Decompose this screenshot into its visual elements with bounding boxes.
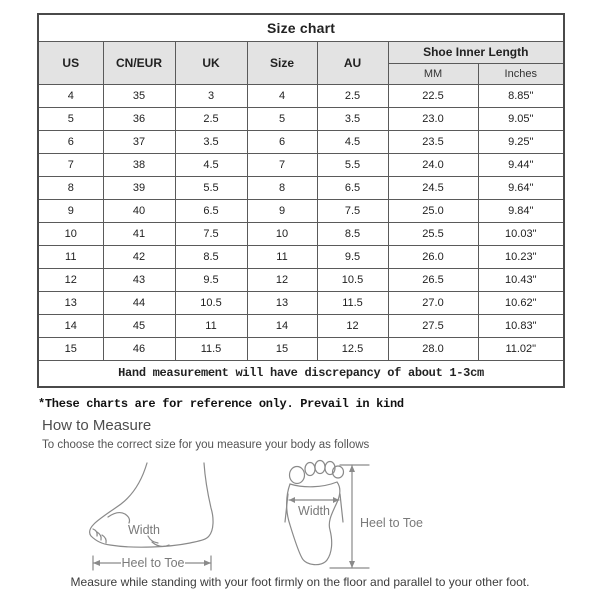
size-cell: 9.64"	[478, 176, 564, 199]
size-cell: 36	[103, 107, 175, 130]
size-cell: 6	[247, 130, 317, 153]
size-cell: 43	[103, 268, 175, 291]
size-cell: 46	[103, 337, 175, 360]
size-cell: 4	[247, 84, 317, 107]
size-cell: 5	[38, 107, 103, 130]
size-cell: 10.43"	[478, 268, 564, 291]
size-cell: 12	[247, 268, 317, 291]
size-cell: 37	[103, 130, 175, 153]
size-cell: 12.5	[317, 337, 388, 360]
size-cell: 4.5	[317, 130, 388, 153]
size-cell: 10.62"	[478, 291, 564, 314]
size-cell: 11.5	[175, 337, 247, 360]
column-header-cn-eur: CN/EUR	[103, 41, 175, 84]
table-header-row	[38, 41, 564, 63]
size-cell: 38	[103, 153, 175, 176]
footprint-heel-to-toe-label: Heel to Toe	[360, 516, 424, 530]
size-cell: 8	[38, 176, 103, 199]
table-row	[38, 153, 564, 176]
size-cell: 45	[103, 314, 175, 337]
size-table-body	[38, 84, 564, 360]
size-cell: 15	[38, 337, 103, 360]
size-cell: 5.5	[317, 153, 388, 176]
size-cell: 13	[38, 291, 103, 314]
size-cell: 12	[38, 268, 103, 291]
foot-measurement-diagram	[0, 450, 600, 575]
size-cell: 26.0	[388, 245, 478, 268]
size-cell: 27.5	[388, 314, 478, 337]
column-header-mm: MM	[388, 63, 478, 84]
size-cell: 24.5	[388, 176, 478, 199]
size-cell: 3	[175, 84, 247, 107]
table-row	[38, 84, 564, 107]
size-cell: 4.5	[175, 153, 247, 176]
table-row	[38, 314, 564, 337]
size-cell: 13	[247, 291, 317, 314]
side-view-width-label: Width	[128, 523, 160, 537]
size-cell: 5	[247, 107, 317, 130]
size-cell: 2.5	[317, 84, 388, 107]
size-cell: 27.0	[388, 291, 478, 314]
table-row	[38, 130, 564, 153]
size-chart-table	[37, 13, 565, 388]
size-chart-title: Size chart	[38, 14, 564, 41]
size-cell: 10.03"	[478, 222, 564, 245]
column-header-us: US	[38, 41, 103, 84]
column-header-uk: UK	[175, 41, 247, 84]
size-cell: 15	[247, 337, 317, 360]
table-row	[38, 268, 564, 291]
size-cell: 9.84"	[478, 199, 564, 222]
size-cell: 28.0	[388, 337, 478, 360]
footprint-width-label: Width	[298, 504, 330, 518]
measure-caption: Measure while standing with your foot firmly on the floor and parallel to your other foot.	[70, 575, 530, 589]
table-row	[38, 337, 564, 360]
size-cell: 25.0	[388, 199, 478, 222]
column-header-inner-length: Shoe Inner Length	[388, 41, 564, 63]
reference-note: *These charts are for reference only. Prevail in kind	[38, 397, 404, 411]
size-cell: 10	[38, 222, 103, 245]
size-cell: 5.5	[175, 176, 247, 199]
size-cell: 44	[103, 291, 175, 314]
size-cell: 11	[38, 245, 103, 268]
size-cell: 24.0	[388, 153, 478, 176]
size-cell: 2.5	[175, 107, 247, 130]
table-row	[38, 291, 564, 314]
size-cell: 4	[38, 84, 103, 107]
size-cell: 14	[38, 314, 103, 337]
size-cell: 6.5	[317, 176, 388, 199]
size-cell: 8.5	[317, 222, 388, 245]
size-cell: 22.5	[388, 84, 478, 107]
size-cell: 10	[247, 222, 317, 245]
size-cell: 11.02"	[478, 337, 564, 360]
size-cell: 7	[247, 153, 317, 176]
size-cell: 9	[38, 199, 103, 222]
table-row	[38, 245, 564, 268]
size-cell: 3.5	[175, 130, 247, 153]
size-cell: 25.5	[388, 222, 478, 245]
column-header-inches: Inches	[478, 63, 564, 84]
size-cell: 9.5	[317, 245, 388, 268]
table-footer-row	[38, 360, 564, 387]
size-cell: 9.5	[175, 268, 247, 291]
size-cell: 8.5	[175, 245, 247, 268]
size-cell: 11	[175, 314, 247, 337]
size-cell: 7	[38, 153, 103, 176]
size-cell: 26.5	[388, 268, 478, 291]
size-cell: 10.83"	[478, 314, 564, 337]
column-header-au: AU	[317, 41, 388, 84]
size-cell: 7.5	[175, 222, 247, 245]
size-cell: 9.44"	[478, 153, 564, 176]
size-cell: 11.5	[317, 291, 388, 314]
size-cell: 14	[247, 314, 317, 337]
size-cell: 3.5	[317, 107, 388, 130]
table-title-row	[38, 14, 564, 41]
size-cell: 23.0	[388, 107, 478, 130]
size-cell: 8.85"	[478, 84, 564, 107]
size-cell: 41	[103, 222, 175, 245]
size-cell: 23.5	[388, 130, 478, 153]
table-row	[38, 176, 564, 199]
size-cell: 10.23"	[478, 245, 564, 268]
size-cell: 40	[103, 199, 175, 222]
size-cell: 6.5	[175, 199, 247, 222]
size-cell: 11	[247, 245, 317, 268]
measurement-discrepancy-note: Hand measurement will have discrepancy of about 1-3cm	[38, 360, 564, 387]
size-cell: 39	[103, 176, 175, 199]
column-header-size: Size	[247, 41, 317, 84]
size-cell: 9	[247, 199, 317, 222]
footprint-icon	[285, 461, 423, 569]
size-cell: 35	[103, 84, 175, 107]
size-cell: 12	[317, 314, 388, 337]
size-cell: 42	[103, 245, 175, 268]
table-row	[38, 199, 564, 222]
size-cell: 9.25"	[478, 130, 564, 153]
side-view-heel-to-toe-label: Heel to Toe	[121, 556, 185, 570]
size-cell: 10.5	[175, 291, 247, 314]
size-cell: 8	[247, 176, 317, 199]
table-row	[38, 107, 564, 130]
size-cell: 9.05"	[478, 107, 564, 130]
how-to-measure-heading: How to Measure	[42, 417, 152, 434]
size-cell: 10.5	[317, 268, 388, 291]
foot-side-view-icon	[90, 463, 213, 570]
size-cell: 6	[38, 130, 103, 153]
how-to-measure-subheading: To choose the correct size for you measure your body as follows	[42, 439, 370, 451]
table-row	[38, 222, 564, 245]
size-cell: 7.5	[317, 199, 388, 222]
